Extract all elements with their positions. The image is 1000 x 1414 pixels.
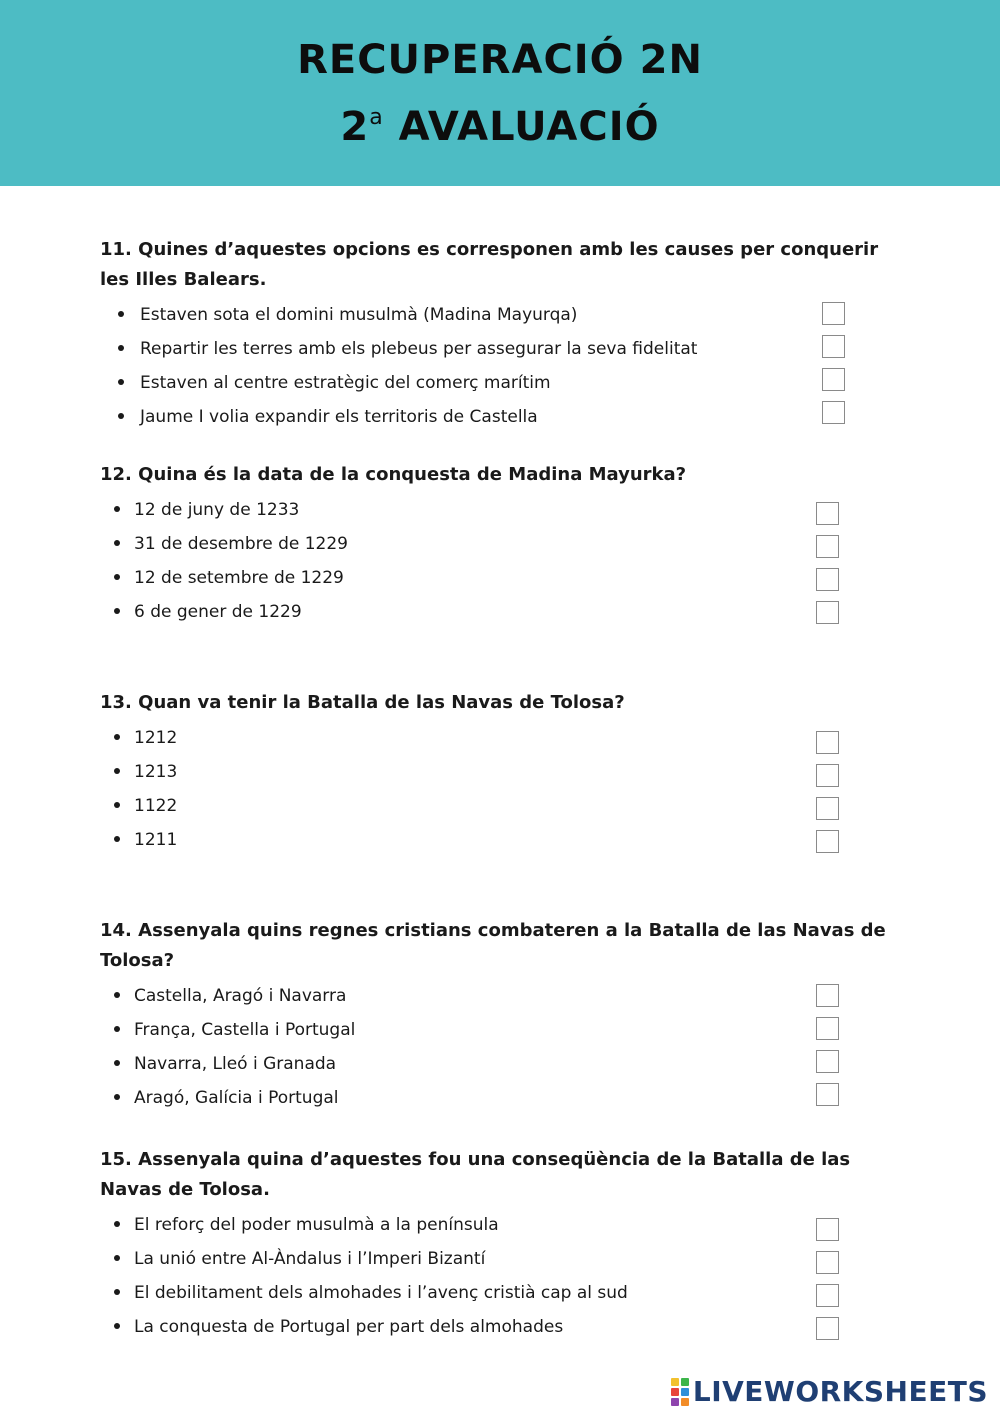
- bullet: [114, 1060, 120, 1066]
- logo-square: [671, 1398, 679, 1406]
- option-label: Castella, Aragó i Navarra: [134, 986, 347, 1006]
- bullet: [114, 540, 120, 546]
- option-row: [100, 1209, 900, 1243]
- option-row: [100, 756, 900, 790]
- title-line-2: 2$^a$ AVALUACIÓ: [340, 103, 660, 150]
- bullet: [114, 768, 120, 774]
- bullet: [118, 413, 124, 419]
- option-row: [100, 528, 900, 562]
- answer-checkbox[interactable]: [816, 601, 839, 624]
- answer-checkbox[interactable]: [816, 797, 839, 820]
- bullet: [114, 1094, 120, 1100]
- answer-checkbox[interactable]: [816, 1284, 839, 1307]
- answer-checkbox[interactable]: [816, 1218, 839, 1241]
- bullet: [114, 608, 120, 614]
- option-label: 6 de gener de 1229: [134, 602, 302, 622]
- option-row: [100, 367, 900, 401]
- option-label: El reforç del poder musulmà a la península: [134, 1215, 499, 1235]
- option-row: [100, 824, 900, 858]
- option-label: 12 de setembre de 1229: [134, 568, 344, 588]
- option-row: [100, 596, 900, 630]
- answer-checkbox[interactable]: [816, 984, 839, 1007]
- liveworksheets-logo: [671, 1375, 988, 1408]
- option-row: [100, 790, 900, 824]
- question-15: [100, 1145, 900, 1345]
- answer-checkbox[interactable]: [816, 1050, 839, 1073]
- option-row: [100, 1311, 900, 1345]
- question-title: 11. Quines d’aquestes opcions es corresponen amb les causes per conquerir les Illes Balears.: [100, 239, 879, 290]
- option-row: [100, 980, 900, 1014]
- option-row: [100, 562, 900, 596]
- bullet: [114, 802, 120, 808]
- question-title: 13. Quan va tenir la Batalla de las Navas de Tolosa?: [100, 692, 625, 713]
- bullet: [114, 1026, 120, 1032]
- answer-checkbox[interactable]: [816, 1251, 839, 1274]
- question-13: [100, 688, 900, 858]
- bullet: [114, 1289, 120, 1295]
- bullet: [114, 992, 120, 998]
- option-row: [100, 1048, 900, 1082]
- bullet: [114, 1221, 120, 1227]
- answer-checkbox[interactable]: [816, 764, 839, 787]
- option-label: El debilitament dels almohades i l’avenç cristià cap al sud: [134, 1283, 628, 1303]
- option-row: [100, 1243, 900, 1277]
- liveworksheets-mark-icon: [671, 1378, 689, 1406]
- option-label: 1212: [134, 728, 178, 748]
- option-label: 31 de desembre de 1229: [134, 534, 349, 554]
- title-banner: [0, 0, 1000, 186]
- answer-checkbox[interactable]: [822, 335, 845, 358]
- answer-checkbox[interactable]: [816, 1017, 839, 1040]
- option-row: [100, 299, 900, 333]
- bullet: [118, 379, 124, 385]
- option-label: Aragó, Galícia i Portugal: [134, 1088, 339, 1108]
- answer-checkbox[interactable]: [822, 368, 845, 391]
- question-title: 14. Assenyala quins regnes cristians combateren a la Batalla de las Navas de Tolosa?: [100, 920, 886, 971]
- option-row: [100, 401, 900, 435]
- question-title: 15. Assenyala quina d’aquestes fou una conseqüència de la Batalla de las Navas de Tolosa.: [100, 1149, 851, 1200]
- option-label: 1213: [134, 762, 178, 782]
- logo-square: [671, 1378, 679, 1386]
- option-row: [100, 1082, 900, 1116]
- option-row: [100, 494, 900, 528]
- answer-checkbox[interactable]: [816, 731, 839, 754]
- logo-square: [681, 1398, 689, 1406]
- option-label: 1122: [134, 796, 178, 816]
- title-line-1: RECUPERACIÓ 2N: [297, 36, 703, 83]
- option-label: La conquesta de Portugal per part dels almohades: [134, 1317, 564, 1337]
- logo-square: [681, 1378, 689, 1386]
- answer-checkbox[interactable]: [816, 830, 839, 853]
- option-label: 1211: [134, 830, 178, 850]
- answer-checkbox[interactable]: [822, 401, 845, 424]
- option-label: 12 de juny de 1233: [134, 500, 300, 520]
- option-label: França, Castella i Portugal: [134, 1020, 356, 1040]
- bullet: [114, 1323, 120, 1329]
- option-label: Estaven al centre estratègic del comerç marítim: [140, 373, 551, 393]
- option-label: Navarra, Lleó i Granada: [134, 1054, 337, 1074]
- answer-checkbox[interactable]: [816, 535, 839, 558]
- answer-checkbox[interactable]: [822, 302, 845, 325]
- bullet: [114, 734, 120, 740]
- answer-checkbox[interactable]: [816, 1083, 839, 1106]
- logo-square: [681, 1388, 689, 1396]
- bullet: [118, 345, 124, 351]
- option-row: [100, 1277, 900, 1311]
- answer-checkbox[interactable]: [816, 1317, 839, 1340]
- question-title: 12. Quina és la data de la conquesta de Madina Mayurka?: [100, 464, 687, 485]
- bullet: [114, 506, 120, 512]
- logo-square: [671, 1388, 679, 1396]
- bullet: [118, 311, 124, 317]
- option-row: [100, 722, 900, 756]
- bullet: [114, 836, 120, 842]
- option-row: [100, 1014, 900, 1048]
- answer-checkbox[interactable]: [816, 568, 839, 591]
- option-label: Jaume I volia expandir els territoris de Castella: [140, 407, 538, 427]
- option-label: Estaven sota el domini musulmà (Madina Mayurqa): [140, 305, 578, 325]
- option-label: Repartir les terres amb els plebeus per assegurar la seva fidelitat: [140, 339, 698, 359]
- logo-text: LIVEWORKSHEETS: [692, 1375, 988, 1408]
- option-label: La unió entre Al-Àndalus i l’Imperi Bizantí: [134, 1249, 486, 1269]
- bullet: [114, 574, 120, 580]
- answer-checkbox[interactable]: [816, 502, 839, 525]
- option-row: [100, 333, 900, 367]
- question-11: [100, 235, 900, 435]
- bullet: [114, 1255, 120, 1261]
- question-12: [100, 460, 900, 630]
- question-14: [100, 916, 900, 1116]
